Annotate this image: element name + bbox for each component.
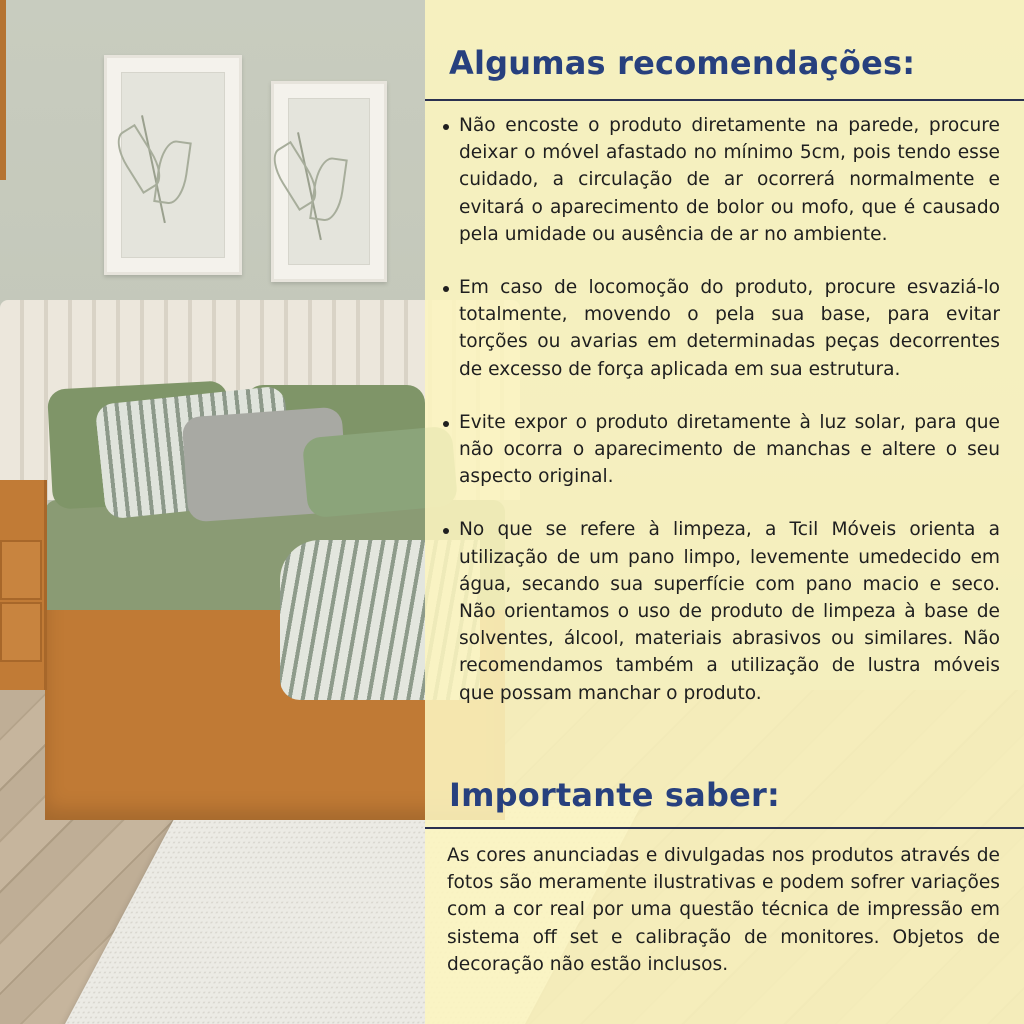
- recommendation-text: Não encoste o produto diretamente na parede, procure deixar o móvel afastado no mínimo 5cm, pois tendo esse cuidado, a circulação de ar ocorrerá normalmente e evitará o aparecimento de bolor ou mofo, que é causado pela umidade ou ausência de ar no ambiente.: [459, 115, 1000, 245]
- recommendations-list: [437, 112, 1000, 733]
- list-item: [437, 409, 1000, 491]
- lamp: [0, 0, 6, 180]
- divider: [425, 99, 1024, 101]
- bullet-icon: [443, 528, 449, 534]
- recommendation-text: Em caso de locomoção do produto, procure esvaziá-lo totalmente, movendo o pela sua base, para evitar torções ou avarias em determinadas peças decorrentes de excesso de força aplicada em sua estrutura.: [459, 277, 1000, 380]
- framed-leaf-print-right: [271, 81, 387, 282]
- list-item: [437, 516, 1000, 706]
- info-panel: [425, 0, 1024, 1024]
- framed-leaf-print-left: [104, 55, 242, 275]
- list-item: [437, 274, 1000, 383]
- nightstand-drawer: [0, 602, 42, 662]
- nightstand-drawer: [0, 540, 42, 600]
- recommendation-text: No que se refere à limpeza, a Tcil Móveis orienta a utilização de um pano limpo, levemente umedecido em água, secando sua superfície com pano macio e seco. Não orientamos o uso de produto de limpeza à base de solventes, álcool, materiais abrasivos ou similares. Não recomendamos também a utilização de lustra móveis que possam manchar o produto.: [459, 519, 1000, 704]
- bullet-icon: [443, 421, 449, 427]
- nightstand: [0, 480, 47, 690]
- bullet-icon: [443, 124, 449, 130]
- recommendations-title: Algumas recomendações:: [449, 44, 916, 82]
- bullet-icon: [443, 286, 449, 292]
- important-title: Importante saber:: [449, 776, 780, 814]
- important-text: As cores anunciadas e divulgadas nos produtos através de fotos são meramente ilustrativas e podem sofrer variações com a cor real por uma questão técnica de impressão em sistema off set e calibração de monitores. Objetos de decoração não estão inclusos.: [447, 845, 1000, 975]
- recommendation-text: Evite expor o produto diretamente à luz solar, para que não ocorra o aparecimento de manchas e altere o seu aspecto original.: [459, 411, 1000, 488]
- divider: [425, 827, 1024, 829]
- list-item: [437, 112, 1000, 248]
